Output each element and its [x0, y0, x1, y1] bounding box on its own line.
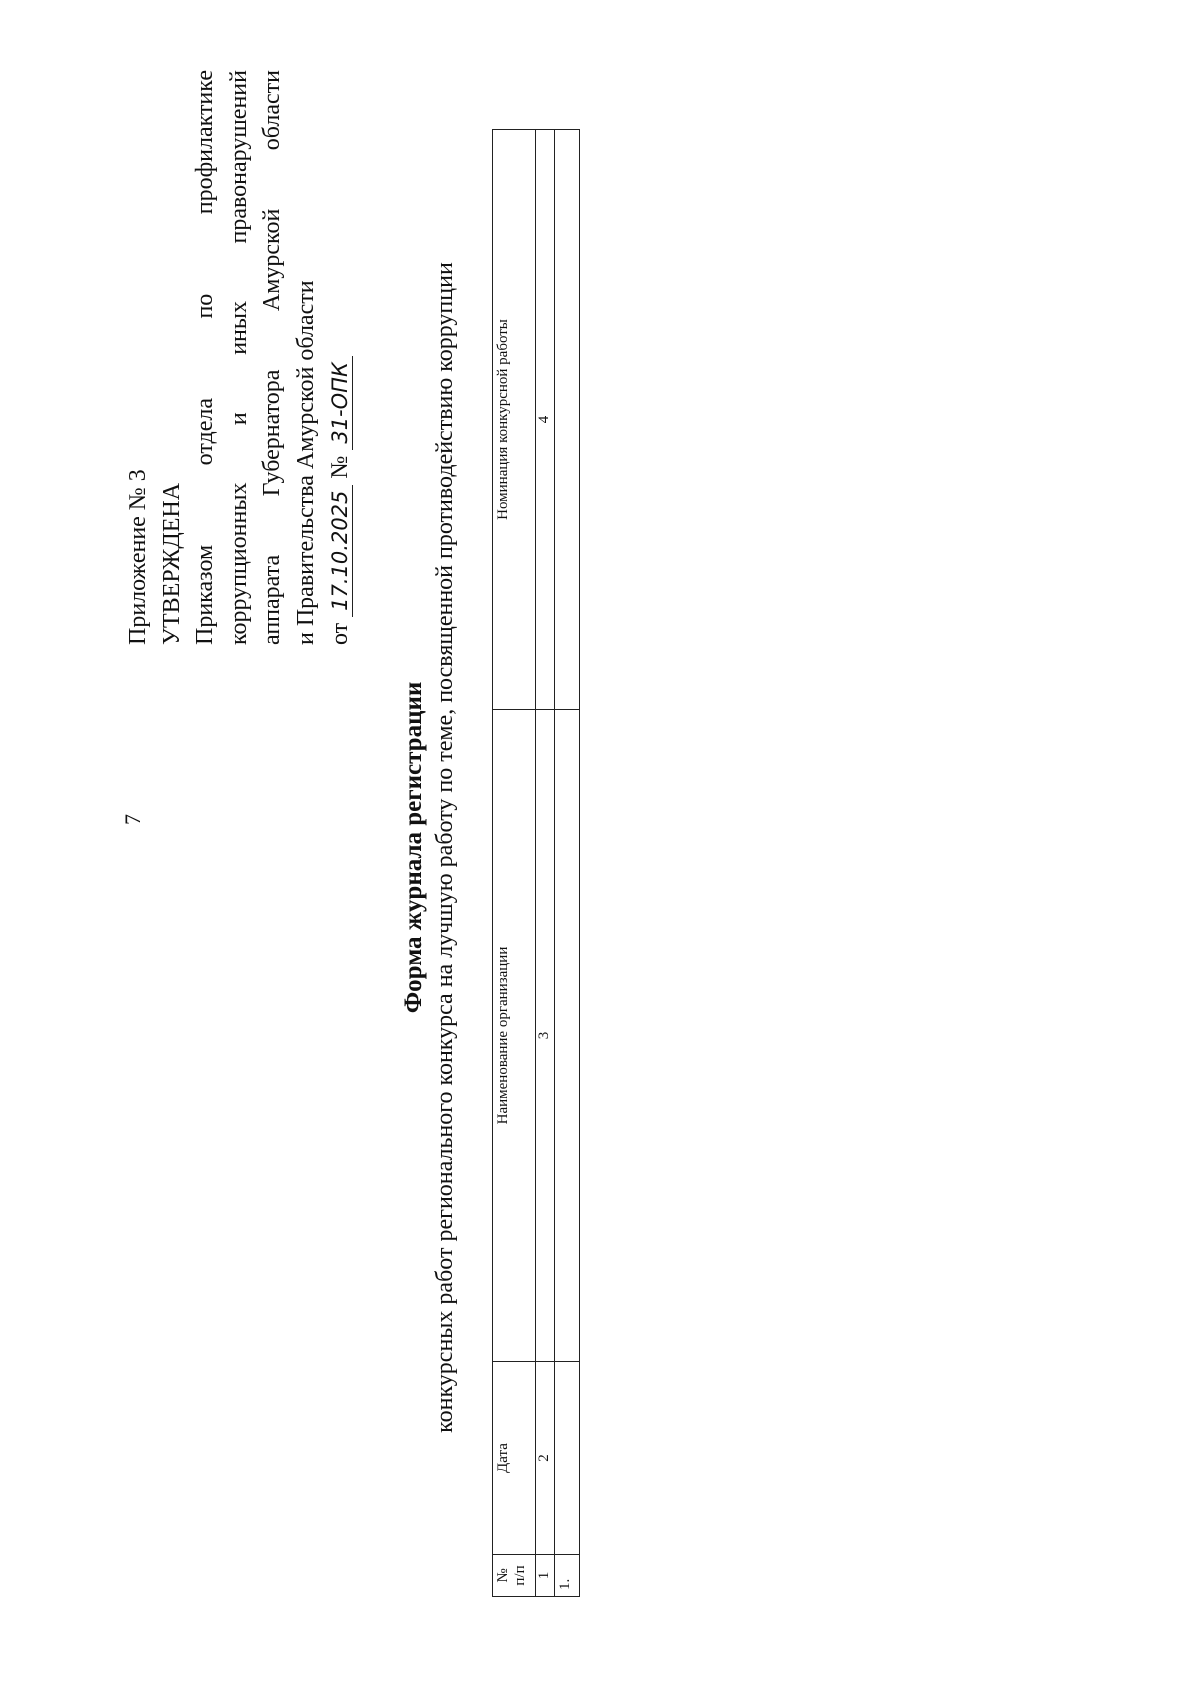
- table-cell: [555, 710, 580, 1362]
- header-date: Дата: [493, 1362, 536, 1555]
- page-number: 7: [120, 814, 145, 825]
- handwritten-order-number: 31-ОПК: [329, 356, 353, 450]
- approval-order-line-4: и Правительства Амурской области: [292, 280, 319, 645]
- column-number: 4: [536, 130, 555, 710]
- column-number: 1: [536, 1555, 555, 1597]
- approval-order-line-3: аппарата Губернатора Амурской области: [259, 70, 286, 645]
- approval-order-line-1: Приказом отдела по профилактике: [192, 70, 219, 645]
- column-number-row: [536, 130, 555, 1597]
- approval-date-number-line: [324, 70, 358, 645]
- table-cell: [555, 130, 580, 710]
- column-number: 2: [536, 1362, 555, 1555]
- approved-stamp-text: УТВЕРЖДЕНА: [158, 482, 185, 645]
- number-label: №: [326, 455, 353, 479]
- header-organization-name: Наименование организации: [493, 710, 536, 1362]
- table-row: [555, 130, 580, 1597]
- appendix-number: Приложение № 3: [125, 469, 151, 645]
- handwritten-date: 17.10.2025: [329, 485, 353, 617]
- header-nomination: Номинация конкурсной работы: [493, 130, 536, 710]
- form-subtitle: конкурсных работ регионального конкурса на лучшую работу по теме, посвященной противодействию коррупции: [432, 262, 458, 1433]
- approval-order-line-2: коррупционных и иных правонарушений: [225, 70, 252, 645]
- table-cell: [555, 1362, 580, 1555]
- header-row-number: № п/п: [493, 1555, 536, 1597]
- table-cell: 1.: [555, 1555, 580, 1597]
- registration-journal-table: [492, 129, 580, 1597]
- from-label: от: [326, 622, 353, 645]
- form-title: Форма журнала регистрации: [400, 681, 427, 1014]
- column-number: 3: [536, 710, 555, 1362]
- approval-block: [122, 70, 357, 645]
- table-header-row: [493, 130, 536, 1597]
